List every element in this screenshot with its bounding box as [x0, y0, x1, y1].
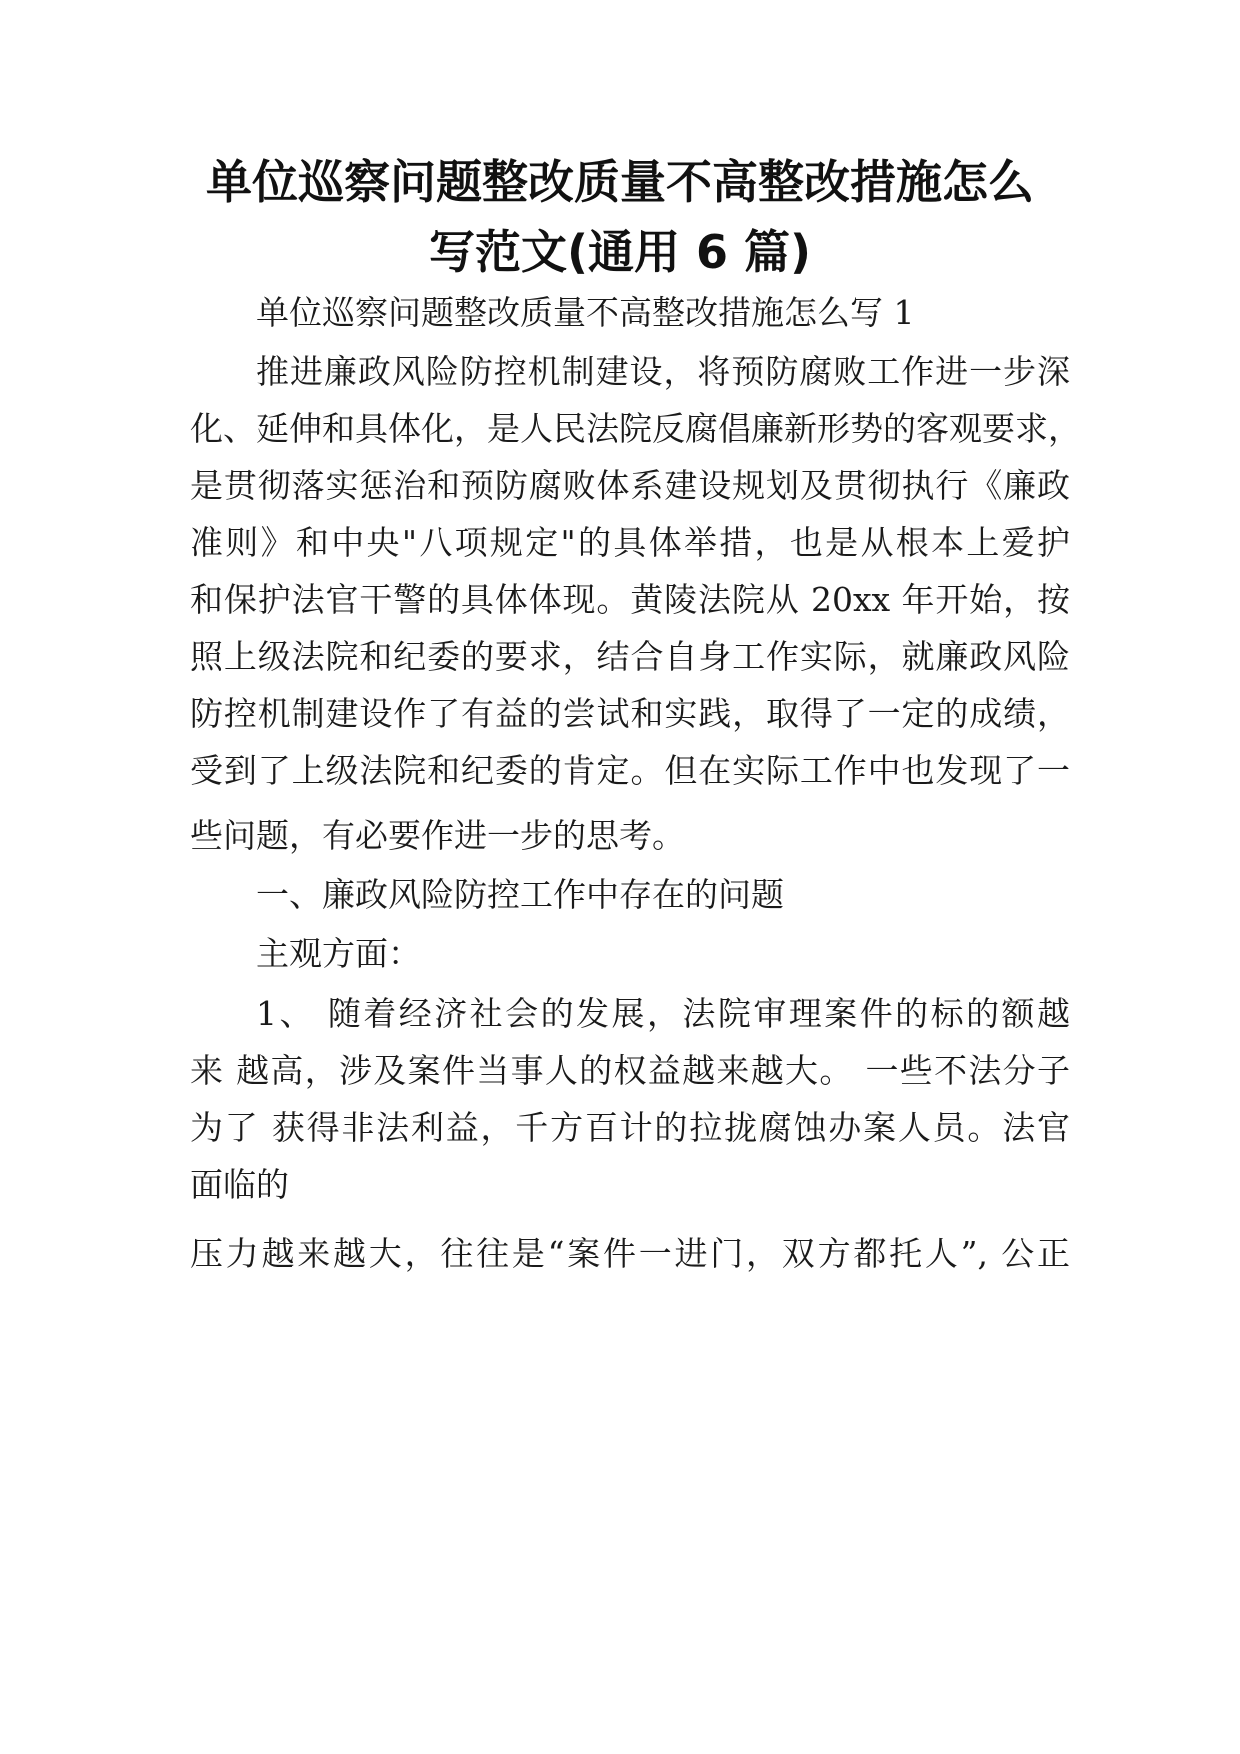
paragraph-line: 受到了上级法院和纪委的肯定。但在实际工作中也发现了一 [190, 751, 1070, 790]
paragraph-line: 准则》和中央"八项规定"的具体举措，也是从根本上爱护 [190, 523, 1070, 562]
paragraph-line: 些问题，有必要作进一步的思考。 [190, 816, 685, 855]
item-line: 为了 获得非法利益，千方百计的拉拢腐蚀办案人员。法官 [190, 1108, 1070, 1147]
item-line: 压力越来越大，往往是“案件一进门，双方都托人”, 公正 [190, 1234, 1070, 1273]
document-title-line-2: 写范文(通用 6 篇) [428, 225, 812, 279]
paragraph-line: 推进廉政风险防控机制建设，将预防腐败工作进一步深 [256, 352, 1070, 391]
paragraph-line: 防控机制建设作了有益的尝试和实践，取得了一定的成绩， [190, 694, 1070, 733]
item-line: 1、 随着经济社会的发展，法院审理案件的标的额越 [256, 994, 1070, 1033]
subheading: 主观方面： [256, 934, 421, 973]
section-heading: 一、廉政风险防控工作中存在的问题 [256, 875, 784, 914]
paragraph-line: 和保护法官干警的具体体现。黄陵法院从 20xx 年开始，按 [190, 580, 1070, 619]
item-line: 面临的 [190, 1165, 289, 1204]
paragraph-line: 化、延伸和具体化，是人民法院反腐倡廉新形势的客观要求， [190, 409, 1081, 448]
paragraph-line: 是贯彻落实惩治和预防腐败体系建设规划及贯彻执行《廉政 [190, 466, 1070, 505]
document-title-line-1: 单位巡察问题整改质量不高整改措施怎么 [206, 155, 1034, 209]
paragraph-line: 照上级法院和纪委的要求，结合自身工作实际，就廉政风险 [190, 637, 1070, 676]
item-line: 来 越高，涉及案件当事人的权益越来越大。 一些不法分子 [190, 1051, 1070, 1090]
subtitle: 单位巡察问题整改质量不高整改措施怎么写 1 [256, 293, 915, 332]
